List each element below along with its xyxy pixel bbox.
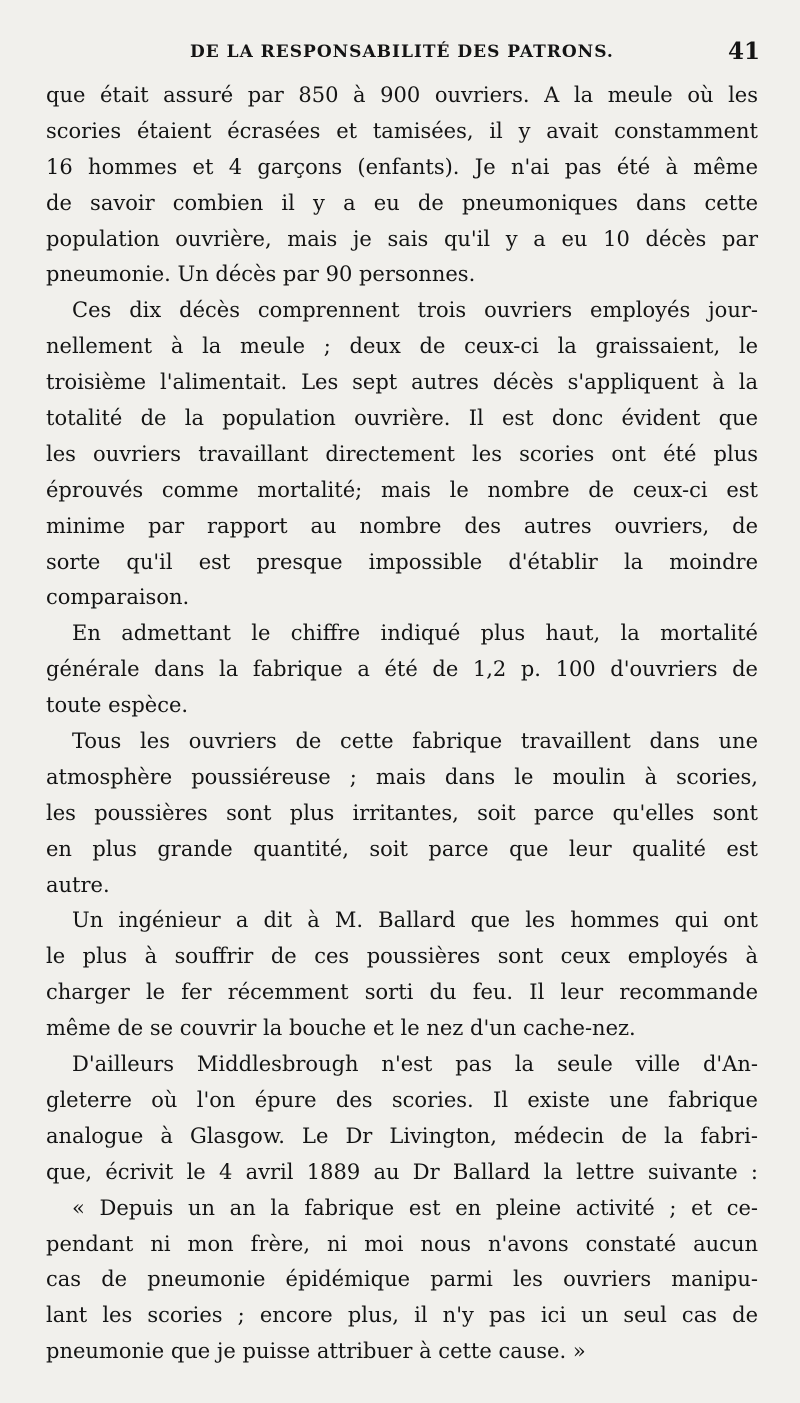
- text-line: nellement à la meule ; deux de ceux-ci la graissaient, le: [46, 334, 758, 359]
- text-line: que, écrivit le 4 avril 1889 au Dr Ballard la lettre suivante :: [46, 1159, 758, 1184]
- text-line: éprouvés comme mortalité; mais le nombre de ceux-ci est: [46, 477, 758, 502]
- text-line: en plus grande quantité, soit parce que leur qualité est: [46, 836, 758, 861]
- text-line: les poussières sont plus irritantes, soit parce qu'elles sont: [46, 800, 758, 825]
- text-line: pneumonie. Un décès par 90 personnes.: [46, 262, 476, 287]
- text-line: sorte qu'il est presque impossible d'établir la moindre: [46, 549, 758, 574]
- text-line: générale dans la fabrique a été de 1,2 p. 100 d'ouvriers de: [46, 657, 758, 682]
- text-line: Ces dix décès comprennent trois ouvriers employés jour-: [72, 298, 758, 323]
- text-line: comparaison.: [46, 585, 190, 610]
- text-line: que était assuré par 850 à 900 ouvriers. A la meule où les: [46, 83, 758, 107]
- text-line: pneumonie que je puisse attribuer à cette cause. »: [46, 1339, 586, 1364]
- running-title: DE LA RESPONSABILITÉ DES PATRONS.: [190, 42, 614, 62]
- text-line: minime par rapport au nombre des autres ouvriers, de: [46, 513, 758, 538]
- text-line: scories étaient écrasées et tamisées, il y avait constamment: [46, 118, 758, 143]
- text-line: atmosphère poussiéreuse ; mais dans le moulin à scories,: [46, 764, 758, 789]
- text-line: D'ailleurs Middlesbrough n'est pas la seule ville d'An-: [72, 1052, 758, 1077]
- text-line: troisième l'alimentait. Les sept autres décès s'appliquent à la: [46, 370, 758, 395]
- text-line: autre.: [46, 872, 110, 897]
- body-text: [46, 78, 758, 1370]
- text-line: 16 hommes et 4 garçons (enfants). Je n'ai pas été à même: [46, 154, 758, 179]
- text-line: toute espèce.: [46, 693, 189, 718]
- text-line: cas de pneumonie épidémique parmi les ouvriers manipu-: [46, 1267, 758, 1292]
- text-line: population ouvrière, mais je sais qu'il y a eu 10 décès par: [46, 226, 758, 251]
- text-line: En admettant le chiffre indiqué plus haut, la mortalité: [72, 621, 758, 646]
- text-line: totalité de la population ouvrière. Il est donc évident que: [46, 406, 758, 431]
- text-line: charger le fer récemment sorti du feu. Il leur recommande: [46, 980, 758, 1005]
- text-line: les ouvriers travaillant directement les scories ont été plus: [46, 441, 758, 466]
- text-line: « Depuis un an la fabrique est en pleine activité ; et ce-: [72, 1195, 758, 1220]
- text-line: le plus à souffrir de ces poussières sont ceux employés à: [46, 944, 758, 969]
- text-line: Un ingénieur a dit à M. Ballard que les hommes qui ont: [72, 908, 758, 933]
- text-line: lant les scories ; encore plus, il n'y pas ici un seul cas de: [46, 1303, 758, 1328]
- text-line: analogue à Glasgow. Le Dr Livington, médecin de la fabri-: [46, 1123, 758, 1148]
- text-line: même de se couvrir la bouche et le nez d'un cache-nez.: [46, 1016, 636, 1041]
- text-line: gleterre où l'on épure des scories. Il existe une fabrique: [46, 1087, 758, 1112]
- page-header: [40, 34, 768, 74]
- text-line: pendant ni mon frère, ni moi nous n'avons constaté aucun: [46, 1231, 758, 1256]
- text-line: de savoir combien il y a eu de pneumoniques dans cette: [46, 190, 758, 215]
- page-number: 41: [727, 38, 760, 65]
- text-line: Tous les ouvriers de cette fabrique travaillent dans une: [72, 729, 758, 754]
